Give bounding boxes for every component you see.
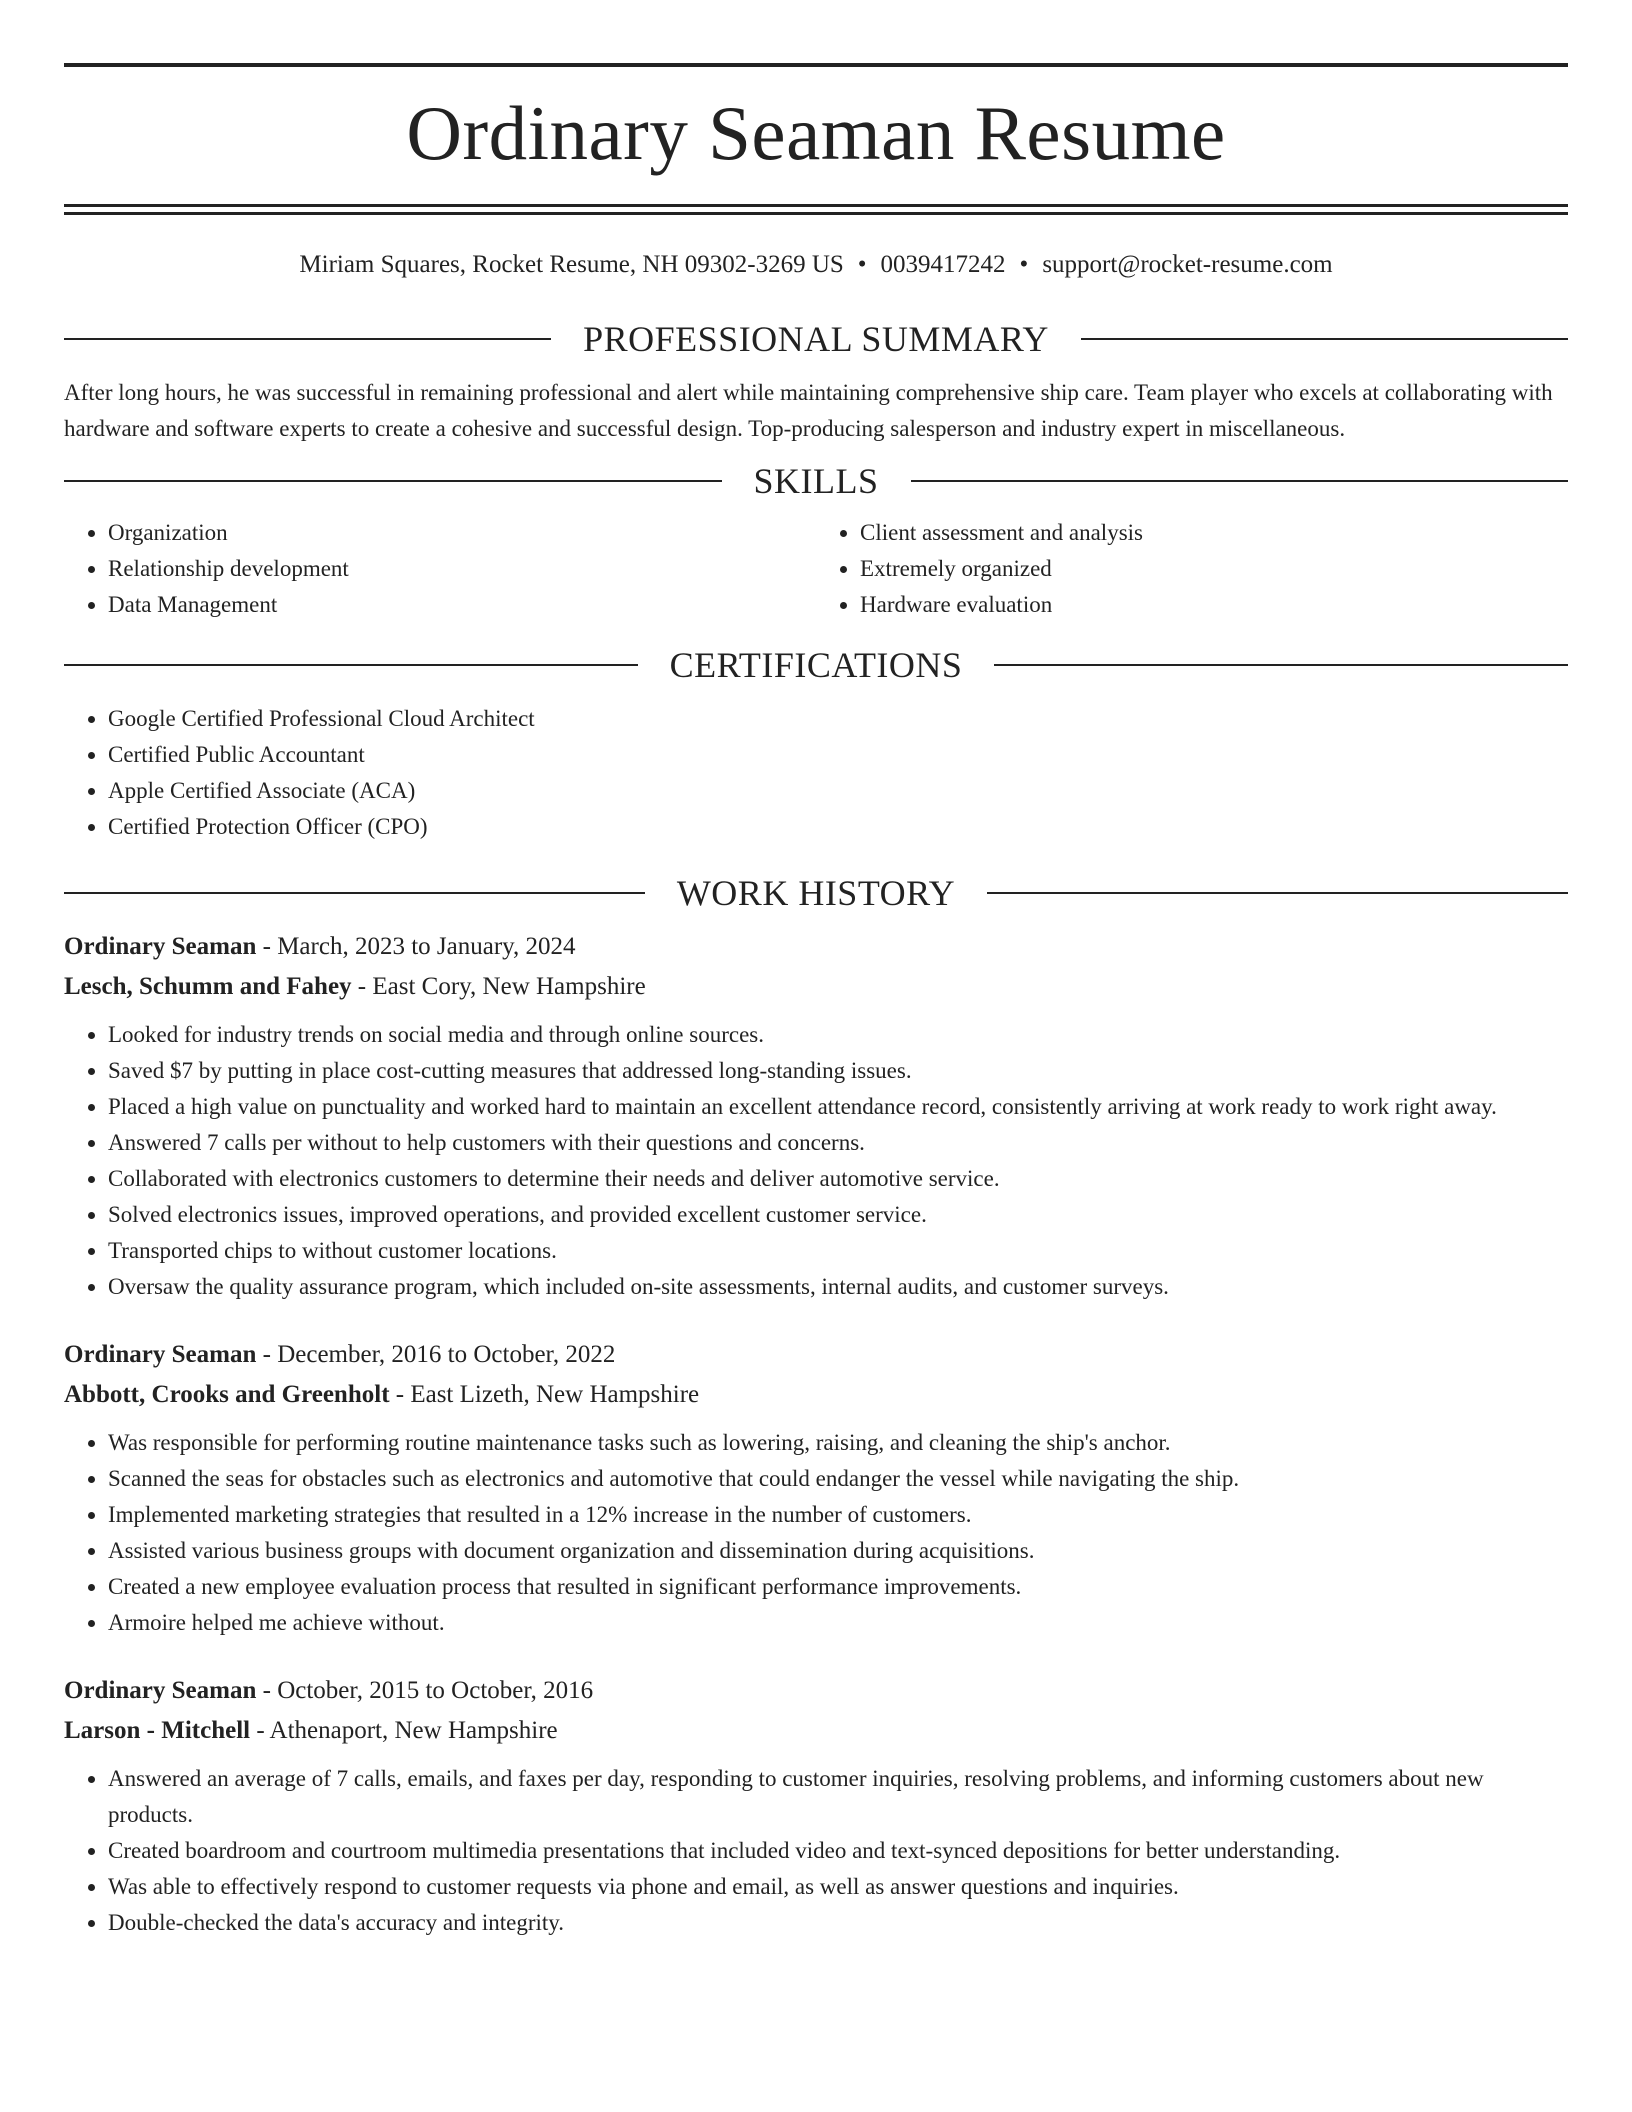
list-item: • Extremely organized: [860, 551, 1568, 587]
list-item: • Transported chips to without customer locations.: [108, 1233, 1568, 1269]
list-item: • Certified Protection Officer (CPO): [108, 809, 1568, 845]
skills-list-left: [64, 515, 816, 623]
skills-grid: [64, 515, 1568, 623]
job-location: - East Lizeth, New Hampshire: [389, 1381, 700, 1408]
list-item: • Organization: [108, 515, 816, 551]
list-item: • Placed a high value on punctuality and worked hard to maintain an excellent attendance record, consistently arriving at work ready to work right away.: [108, 1089, 1568, 1125]
list-item: • Answered 7 calls per without to help customers with their questions and concerns.: [108, 1125, 1568, 1161]
list-item: • Was able to effectively respond to customer requests via phone and email, as well as answer questions and inquiries.: [108, 1869, 1568, 1905]
job-entry: [64, 927, 1568, 1305]
job-company: Larson - Mitchell: [64, 1717, 251, 1744]
job-title-line: [64, 1335, 1568, 1375]
job-company-line: [64, 1375, 1568, 1415]
job-location: - East Cory, New Hampshire: [351, 973, 646, 1000]
list-item: • Scanned the seas for obstacles such as electronics and automotive that could endanger the vessel while navigating the ship.: [108, 1461, 1568, 1497]
summary-text: After long hours, he was successful in remaining professional and alert while maintaining comprehensive ship care. Team player who excels at collaborating with hardware and software experts to create a cohesive and successful design. Top-producing salesperson and industry expert in miscellaneous.: [64, 380, 1553, 441]
list-item: • Data Management: [108, 587, 816, 623]
job-bullets: [64, 1761, 1568, 1941]
heading-rule-right: [1081, 338, 1568, 340]
list-item: • Saved $7 by putting in place cost-cutting measures that addressed long-standing issues.: [108, 1053, 1568, 1089]
section-title: SKILLS: [753, 461, 879, 501]
contact-line: [64, 249, 1568, 281]
heading-rule-right: [911, 480, 1569, 482]
contact-separator: •: [1019, 251, 1029, 278]
list-item: • Google Certified Professional Cloud Architect: [108, 701, 1568, 737]
job-company: Lesch, Schumm and Fahey: [64, 973, 352, 1000]
job-dates: - October, 2015 to October, 2016: [256, 1677, 594, 1704]
page-title: Ordinary Seaman Resume: [406, 90, 1226, 176]
job-role: Ordinary Seaman: [64, 1341, 257, 1368]
section-heading-summary: [64, 317, 1568, 361]
contact-phone: 0039417242: [880, 251, 1006, 278]
heading-rule-left: [64, 338, 551, 340]
title-double-rule: [64, 204, 1568, 215]
skills-list-right: [816, 515, 1568, 623]
list-item: • Created a new employee evaluation process that resulted in significant performance improvements.: [108, 1569, 1568, 1605]
job-entry: [64, 1335, 1568, 1641]
list-item: • Apple Certified Associate (ACA): [108, 773, 1568, 809]
section-heading-skills: [64, 459, 1568, 503]
job-dates: - March, 2023 to January, 2024: [256, 933, 576, 960]
job-bullets: [64, 1425, 1568, 1641]
heading-rule-left: [64, 480, 722, 482]
job-company-line: [64, 967, 1568, 1007]
list-item: • Looked for industry trends on social media and through online sources.: [108, 1017, 1568, 1053]
list-item: • Answered an average of 7 calls, emails, and faxes per day, responding to customer inquiries, resolving problems, and informing customers about new products.: [108, 1761, 1568, 1833]
job-title-line: [64, 927, 1568, 967]
certifications-list: [64, 701, 1568, 845]
job-title-line: [64, 1671, 1568, 1711]
list-item: • Assisted various business groups with document organization and dissemination during acquisitions.: [108, 1533, 1568, 1569]
list-item: • Relationship development: [108, 551, 816, 587]
list-item: • Created boardroom and courtroom multimedia presentations that included video and text-synced depositions for better understanding.: [108, 1833, 1568, 1869]
section-heading-certifications: [64, 643, 1568, 687]
list-item: • Oversaw the quality assurance program, which included on-site assessments, internal audits, and customer surveys.: [108, 1269, 1568, 1305]
contact-separator: •: [857, 251, 867, 278]
list-item: • Client assessment and analysis: [860, 515, 1568, 551]
heading-rule-right: [987, 892, 1568, 894]
job-location: - Athenaport, New Hampshire: [250, 1717, 558, 1744]
heading-rule-left: [64, 664, 638, 666]
list-item: • Solved electronics issues, improved operations, and provided excellent customer service.: [108, 1197, 1568, 1233]
list-item: • Double-checked the data's accuracy and integrity.: [108, 1905, 1568, 1941]
list-item: • Was responsible for performing routine maintenance tasks such as lowering, raising, and cleaning the ship's anchor.: [108, 1425, 1568, 1461]
top-rule: [64, 63, 1568, 67]
job-company-line: [64, 1711, 1568, 1751]
contact-email: support@rocket-resume.com: [1042, 251, 1333, 278]
job-dates: - December, 2016 to October, 2022: [256, 1341, 616, 1368]
job-bullets: [64, 1017, 1568, 1305]
section-heading-work-history: [64, 871, 1568, 915]
section-title: WORK HISTORY: [676, 873, 956, 913]
list-item: • Armoire helped me achieve without.: [108, 1605, 1568, 1641]
heading-rule-left: [64, 892, 645, 894]
section-title: CERTIFICATIONS: [669, 645, 963, 685]
job-role: Ordinary Seaman: [64, 1677, 257, 1704]
resume-page: [64, 0, 1568, 1941]
heading-rule-right: [994, 664, 1568, 666]
list-item: • Implemented marketing strategies that resulted in a 12% increase in the number of customers.: [108, 1497, 1568, 1533]
job-role: Ordinary Seaman: [64, 933, 257, 960]
section-title: PROFESSIONAL SUMMARY: [583, 319, 1049, 359]
list-item: • Collaborated with electronics customers to determine their needs and deliver automotive service.: [108, 1161, 1568, 1197]
contact-address: Miriam Squares, Rocket Resume, NH 09302-3269 US: [299, 251, 844, 278]
job-company: Abbott, Crooks and Greenholt: [64, 1381, 390, 1408]
list-item: • Hardware evaluation: [860, 587, 1568, 623]
job-entry: [64, 1671, 1568, 1941]
list-item: • Certified Public Accountant: [108, 737, 1568, 773]
